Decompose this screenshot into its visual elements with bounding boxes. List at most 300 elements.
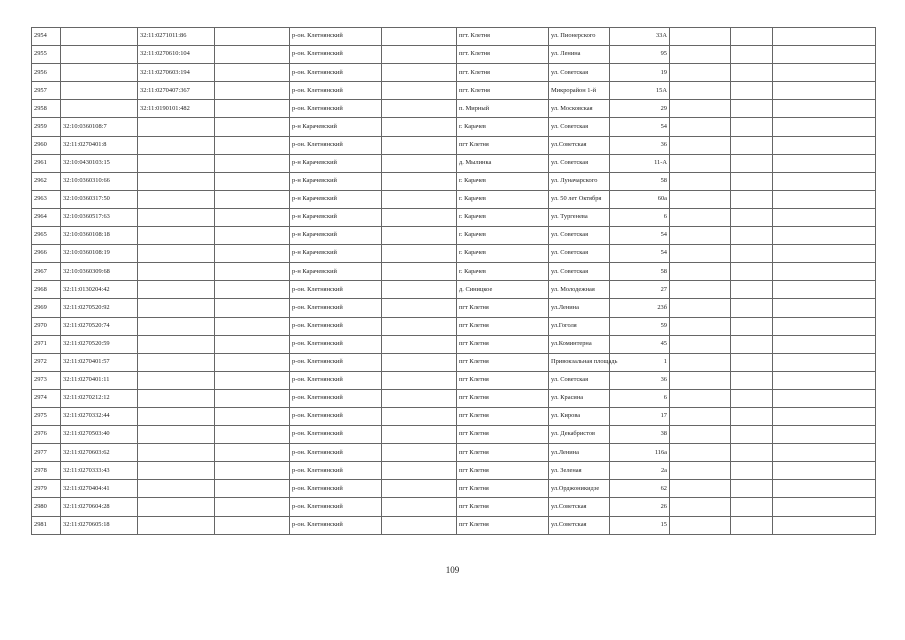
street-cell: ул. Пионерского [549,28,610,46]
empty-cell [731,263,773,281]
empty-cell [670,498,731,516]
row-number-cell: 2968 [32,281,61,299]
empty-cell [382,353,457,371]
empty-cell [215,28,290,46]
house-number-cell: 6 [610,208,670,226]
empty-cell [731,407,773,425]
empty-cell [215,118,290,136]
row-number-cell: 2978 [32,462,61,480]
house-number-cell: 2а [610,462,670,480]
table-row [32,444,876,462]
empty-cell [382,371,457,389]
cadastral-number-alt-cell [138,516,215,534]
district-cell: р-н Карачевский [290,208,382,226]
table-row [32,136,876,154]
table-row [32,227,876,245]
row-number-cell: 2960 [32,136,61,154]
row-number-cell: 2966 [32,245,61,263]
district-cell: р-он. Клетнянский [290,462,382,480]
empty-cell [215,245,290,263]
empty-cell [773,208,876,226]
street-cell: ул. Луначарского [549,172,610,190]
house-number-cell: 59 [610,317,670,335]
empty-cell [215,100,290,118]
empty-cell [773,407,876,425]
empty-cell [670,245,731,263]
empty-cell [215,64,290,82]
locality-cell: г. Карачев [457,118,549,136]
cadastral-number-alt-cell: 32:11:0270603:194 [138,64,215,82]
district-cell: р-н Карачевский [290,118,382,136]
page-number: 109 [445,565,460,575]
empty-cell [731,498,773,516]
empty-cell [773,317,876,335]
house-number-cell: 60а [610,190,670,208]
empty-cell [731,281,773,299]
district-cell: р-н Карачевский [290,245,382,263]
cadastral-number-alt-cell [138,154,215,172]
empty-cell [382,263,457,281]
row-number-cell: 2959 [32,118,61,136]
cadastral-number-cell [61,64,138,82]
empty-cell [382,317,457,335]
locality-cell: пгт Клетня [457,353,549,371]
street-cell: ул.Ленина [549,444,610,462]
empty-cell [731,516,773,534]
table-row [32,46,876,64]
district-cell: р-он. Клетнянский [290,389,382,407]
cadastral-number-alt-cell: 32:11:0271011:86 [138,28,215,46]
locality-cell: г. Карачев [457,208,549,226]
empty-cell [670,208,731,226]
empty-cell [215,154,290,172]
locality-cell: пгт Клетня [457,426,549,444]
table-row [32,118,876,136]
empty-cell [773,46,876,64]
cadastral-number-alt-cell [138,407,215,425]
cadastral-number-cell: 32:11:0270604:28 [61,498,138,516]
cadastral-number-alt-cell [138,172,215,190]
table-row [32,281,876,299]
street-cell: ул. Советская [549,245,610,263]
locality-cell: пгт Клетня [457,299,549,317]
locality-cell: г. Карачев [457,227,549,245]
empty-cell [382,190,457,208]
empty-cell [773,136,876,154]
house-number-cell: 54 [610,245,670,263]
house-number-cell: 17 [610,407,670,425]
district-cell: р-он. Клетнянский [290,426,382,444]
district-cell: р-н Карачевский [290,263,382,281]
empty-cell [773,64,876,82]
cadastral-number-cell: 32:11:0270404:41 [61,480,138,498]
empty-cell [731,64,773,82]
empty-cell [215,444,290,462]
cadastral-number-alt-cell [138,299,215,317]
empty-cell [670,154,731,172]
empty-cell [215,190,290,208]
street-cell: ул. Советская [549,118,610,136]
empty-cell [215,516,290,534]
locality-cell: пгт Клетня [457,317,549,335]
empty-cell [773,190,876,208]
empty-cell [670,28,731,46]
row-number-cell: 2967 [32,263,61,281]
row-number-cell: 2971 [32,335,61,353]
empty-cell [215,462,290,480]
house-number-cell: 1 [610,353,670,371]
empty-cell [215,281,290,299]
empty-cell [382,208,457,226]
locality-cell: пгт Клетня [457,516,549,534]
empty-cell [215,426,290,444]
cadastral-number-alt-cell [138,281,215,299]
cadastral-number-cell [61,82,138,100]
empty-cell [382,154,457,172]
empty-cell [731,28,773,46]
cadastral-number-alt-cell [138,444,215,462]
empty-cell [382,100,457,118]
cadastral-number-alt-cell [138,317,215,335]
table-row [32,64,876,82]
street-cell: ул.Советская [549,136,610,154]
cadastral-number-cell: 32:11:0270503:40 [61,426,138,444]
empty-cell [215,335,290,353]
table-row [32,480,876,498]
empty-cell [773,82,876,100]
table-row [32,407,876,425]
cadastral-number-cell: 32:11:0130204:42 [61,281,138,299]
empty-cell [382,172,457,190]
district-cell: р-он. Клетнянский [290,28,382,46]
table-row [32,154,876,172]
empty-cell [773,371,876,389]
house-number-cell: 54 [610,118,670,136]
empty-cell [382,82,457,100]
locality-cell: пгт Клетня [457,407,549,425]
cadastral-number-cell: 32:11:0270520:92 [61,299,138,317]
cadastral-number-alt-cell [138,208,215,226]
house-number-cell: 26 [610,498,670,516]
empty-cell [731,227,773,245]
street-cell: ул.Советская [549,498,610,516]
row-number-cell: 2955 [32,46,61,64]
street-cell: ул. Молодежная [549,281,610,299]
house-number-cell: 15 [610,516,670,534]
empty-cell [773,100,876,118]
district-cell: р-н Карачевский [290,190,382,208]
empty-cell [382,498,457,516]
locality-cell: пгт. Клетня [457,82,549,100]
empty-cell [670,407,731,425]
table-row [32,516,876,534]
row-number-cell: 2980 [32,498,61,516]
house-number-cell: 29 [610,100,670,118]
street-cell: Микрорайон 1-й [549,82,610,100]
locality-cell: пгт Клетня [457,371,549,389]
cadastral-number-alt-cell [138,480,215,498]
empty-cell [382,281,457,299]
district-cell: р-н Карачевский [290,154,382,172]
locality-cell: пгт. Клетня [457,64,549,82]
empty-cell [382,28,457,46]
row-number-cell: 2957 [32,82,61,100]
cadastral-number-cell: 32:11:0270401:57 [61,353,138,371]
row-number-cell: 2964 [32,208,61,226]
street-cell: Привокзальная площадь [549,353,610,371]
row-number-cell: 2976 [32,426,61,444]
district-cell: р-он. Клетнянский [290,46,382,64]
empty-cell [382,516,457,534]
empty-cell [215,498,290,516]
cadastral-number-alt-cell [138,263,215,281]
empty-cell [215,389,290,407]
empty-cell [215,263,290,281]
empty-cell [382,136,457,154]
empty-cell [773,480,876,498]
empty-cell [731,299,773,317]
table-row [32,172,876,190]
empty-cell [670,136,731,154]
empty-cell [731,136,773,154]
empty-cell [731,100,773,118]
empty-cell [773,227,876,245]
empty-cell [382,64,457,82]
street-cell: ул. Советская [549,263,610,281]
table-row [32,100,876,118]
empty-cell [215,136,290,154]
empty-cell [731,317,773,335]
cadastral-number-cell: 32:10:0360310:66 [61,172,138,190]
street-cell: ул. Советская [549,154,610,172]
street-cell: ул. 50 лет Октября [549,190,610,208]
locality-cell: д. Мылинка [457,154,549,172]
empty-cell [670,353,731,371]
empty-cell [670,426,731,444]
cadastral-number-cell: 32:10:0360317:50 [61,190,138,208]
table-row [32,389,876,407]
empty-cell [670,82,731,100]
cadastral-number-cell [61,46,138,64]
locality-cell: пгт Клетня [457,389,549,407]
row-number-cell: 2963 [32,190,61,208]
house-number-cell: 23б [610,299,670,317]
district-cell: р-он. Клетнянский [290,136,382,154]
empty-cell [773,444,876,462]
empty-cell [731,82,773,100]
empty-cell [731,335,773,353]
row-number-cell: 2961 [32,154,61,172]
empty-cell [773,28,876,46]
empty-cell [215,480,290,498]
empty-cell [731,371,773,389]
district-cell: р-он. Клетнянский [290,516,382,534]
empty-cell [773,335,876,353]
empty-cell [773,516,876,534]
empty-cell [670,46,731,64]
empty-cell [731,190,773,208]
empty-cell [382,299,457,317]
district-cell: р-он. Клетнянский [290,100,382,118]
empty-cell [382,407,457,425]
house-number-cell: 58 [610,172,670,190]
cadastral-number-cell: 32:11:0270333:43 [61,462,138,480]
empty-cell [773,118,876,136]
empty-cell [215,353,290,371]
table-row [32,371,876,389]
empty-cell [731,46,773,64]
locality-cell: пгт. Клетня [457,28,549,46]
empty-cell [215,46,290,64]
district-cell: р-он. Клетнянский [290,335,382,353]
empty-cell [382,46,457,64]
street-cell: ул. Советская [549,371,610,389]
table-body [32,28,876,535]
empty-cell [773,353,876,371]
row-number-cell: 2979 [32,480,61,498]
house-number-cell: 45 [610,335,670,353]
house-number-cell: 36 [610,136,670,154]
cadastral-number-cell: 32:11:0270401:11 [61,371,138,389]
table-row [32,498,876,516]
locality-cell: пгт Клетня [457,480,549,498]
locality-cell: г. Карачев [457,172,549,190]
empty-cell [773,299,876,317]
empty-cell [731,245,773,263]
street-cell: ул.Орджоникидзе [549,480,610,498]
empty-cell [670,263,731,281]
empty-cell [382,335,457,353]
empty-cell [731,208,773,226]
district-cell: р-он. Клетнянский [290,498,382,516]
cadastral-number-cell: 32:11:0270212:12 [61,389,138,407]
cadastral-number-cell: 32:11:0270603:62 [61,444,138,462]
table-row [32,263,876,281]
street-cell: ул. Московская [549,100,610,118]
house-number-cell: 54 [610,227,670,245]
empty-cell [773,263,876,281]
cadastral-number-cell: 32:11:0270520:59 [61,335,138,353]
street-cell: ул.Ленина [549,299,610,317]
locality-cell: г. Карачев [457,263,549,281]
empty-cell [670,371,731,389]
house-number-cell: 33А [610,28,670,46]
street-cell: ул.Коминтерна [549,335,610,353]
empty-cell [382,227,457,245]
house-number-cell: 62 [610,480,670,498]
empty-cell [670,299,731,317]
row-number-cell: 2981 [32,516,61,534]
empty-cell [731,444,773,462]
street-cell: ул. Красина [549,389,610,407]
house-number-cell: 27 [610,281,670,299]
empty-cell [215,371,290,389]
empty-cell [773,281,876,299]
row-number-cell: 2973 [32,371,61,389]
table-row [32,317,876,335]
empty-cell [382,118,457,136]
empty-cell [382,389,457,407]
house-number-cell: 11-А [610,154,670,172]
empty-cell [731,154,773,172]
locality-cell: п. Мирный [457,100,549,118]
empty-cell [382,480,457,498]
house-number-cell: 6 [610,389,670,407]
locality-cell: д. Синицкое [457,281,549,299]
locality-cell: г. Карачев [457,190,549,208]
locality-cell: пгт Клетня [457,335,549,353]
street-cell: ул.Гоголя [549,317,610,335]
empty-cell [215,208,290,226]
empty-cell [670,444,731,462]
empty-cell [215,227,290,245]
house-number-cell: 36 [610,371,670,389]
empty-cell [731,480,773,498]
locality-cell: пгт. Клетня [457,46,549,64]
empty-cell [773,462,876,480]
cadastral-number-alt-cell [138,335,215,353]
row-number-cell: 2962 [32,172,61,190]
district-cell: р-н Карачевский [290,227,382,245]
district-cell: р-он. Клетнянский [290,444,382,462]
registry-table [31,27,876,535]
cadastral-number-alt-cell [138,136,215,154]
empty-cell [382,426,457,444]
empty-cell [670,227,731,245]
cadastral-number-alt-cell: 32:11:0270407:367 [138,82,215,100]
cadastral-number-cell: 32:10:0360108:19 [61,245,138,263]
street-cell: ул.Советская [549,516,610,534]
district-cell: р-н Карачевский [290,172,382,190]
empty-cell [670,172,731,190]
empty-cell [670,516,731,534]
empty-cell [731,353,773,371]
empty-cell [731,426,773,444]
district-cell: р-он. Клетнянский [290,317,382,335]
house-number-cell: 38 [610,426,670,444]
house-number-cell: 95 [610,46,670,64]
empty-cell [215,407,290,425]
empty-cell [382,444,457,462]
table-row [32,426,876,444]
cadastral-number-cell: 32:11:0270401:8 [61,136,138,154]
locality-cell: г. Карачев [457,245,549,263]
table-row [32,299,876,317]
cadastral-number-alt-cell: 32:11:0190101:482 [138,100,215,118]
house-number-cell: 19 [610,64,670,82]
district-cell: р-он. Клетнянский [290,480,382,498]
empty-cell [670,190,731,208]
street-cell: ул. Советская [549,64,610,82]
cadastral-number-alt-cell [138,227,215,245]
district-cell: р-он. Клетнянский [290,407,382,425]
empty-cell [731,172,773,190]
cadastral-number-cell: 32:11:0270332:44 [61,407,138,425]
empty-cell [382,462,457,480]
cadastral-number-alt-cell: 32:11:0270610:104 [138,46,215,64]
empty-cell [670,100,731,118]
cadastral-number-cell [61,28,138,46]
cadastral-number-cell: 32:10:0360309:68 [61,263,138,281]
empty-cell [773,245,876,263]
empty-cell [670,281,731,299]
row-number-cell: 2974 [32,389,61,407]
empty-cell [382,245,457,263]
locality-cell: пгт Клетня [457,444,549,462]
empty-cell [670,335,731,353]
row-number-cell: 2977 [32,444,61,462]
empty-cell [731,118,773,136]
